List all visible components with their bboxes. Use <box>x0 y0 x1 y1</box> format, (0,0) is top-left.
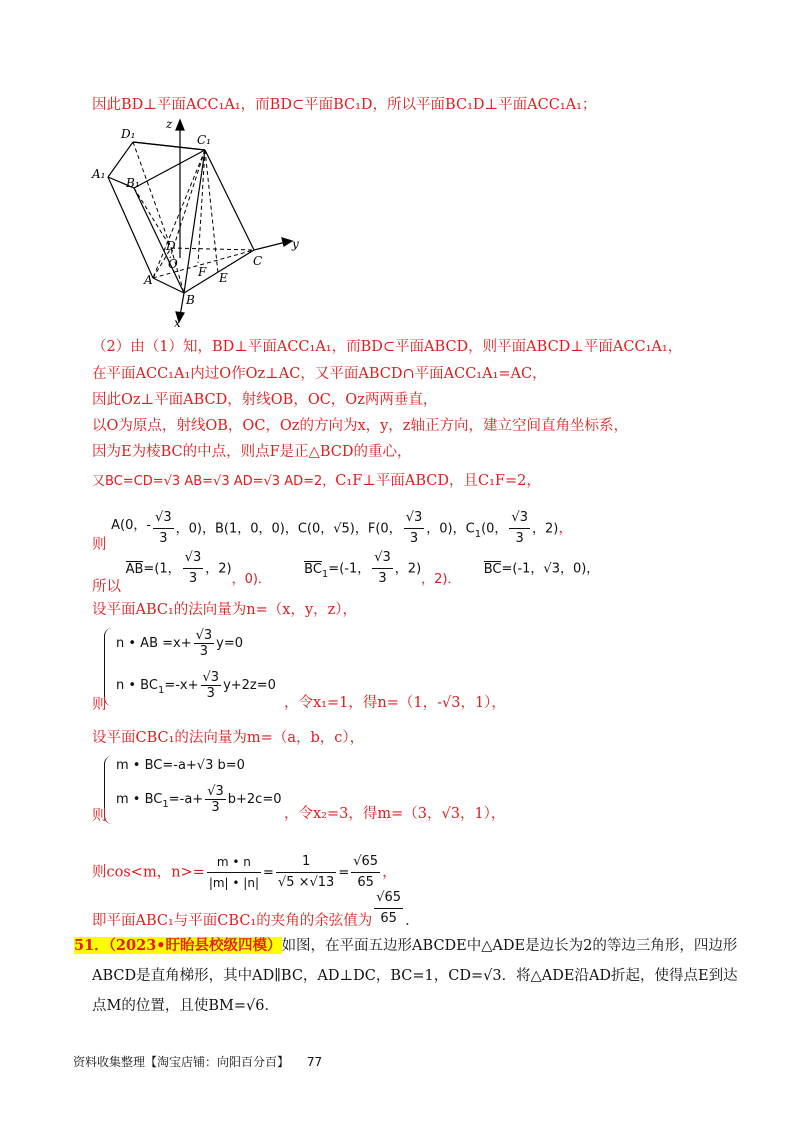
text-line: ，令x₁=1，得n=（1，-√3，1）， <box>284 695 506 711</box>
edge-c1-e <box>205 150 218 273</box>
vec-text: ，0)． <box>231 571 271 587</box>
edge-a1-a <box>108 177 153 278</box>
text-line: ，令x₂=3，得m=（3，√3，1）， <box>284 806 506 822</box>
label-b1: B₁ <box>126 176 140 190</box>
fraction: $\frac{√3}{3}$ <box>184 550 202 586</box>
fraction: $\frac{√3}{3}$ <box>374 550 391 586</box>
subscript: 1 <box>474 528 482 540</box>
label-z: z <box>166 118 173 131</box>
vec-text: ，2) <box>394 561 422 577</box>
label-d: D <box>166 239 176 253</box>
fraction: $\frac{1}{√5 \times√13}$ <box>277 854 335 890</box>
footer-text: 资料收集整理【淘宝店铺：向阳百分百】 <box>73 1055 290 1069</box>
label-x: x <box>174 316 181 328</box>
edge-a1-d1 <box>108 142 133 177</box>
fraction: $\frac{√65}{65}$ <box>353 854 379 890</box>
lengths: 又BC=CD=√3 AB=√3 AD=√3 AD=2， <box>92 474 336 489</box>
text-line: （2）由（1）知，BD⊥平面ACC₁A₁，而BD⊂平面ABCD，则平面ABCD⊥平面ACC₁A₁， <box>92 339 683 355</box>
text-line: 因此Oz⊥平面ABCD，射线OB，OC，Oz两两垂直， <box>92 392 438 408</box>
vector-ab: AB <box>125 561 144 577</box>
text-line: 在平面ACC₁A₁内过O作Oz⊥AC，又平面ABCD∩平面ACC₁A₁=AC， <box>92 366 547 382</box>
coord-text: A(0，- <box>111 517 152 533</box>
footer <box>73 1053 322 1070</box>
text-line: 以O为原点，射线OB，OC，Oz的方向为x，y，z轴正方向，建立空间直角坐标系， <box>92 418 628 434</box>
conclusion-line: 即平面ABC₁与平面CBC₁的夹角的余弦值为 $\frac{√65}{65}$ ． <box>92 890 420 929</box>
suoyi-label: 所以 <box>92 578 121 595</box>
problem-51-line2: ABCD是直角梯形，其中AD∥BC，AD⊥DC，BC=1，CD=√3．将△ADE沿AD折起，使得点E到达 <box>92 968 738 984</box>
problem-tag: 51．（2023•盱眙县校级四模） <box>74 937 282 954</box>
coord-text: (0， <box>481 521 508 537</box>
vec-text: =(-1，√3，0)， <box>501 561 600 577</box>
problem-51-line3: 点M的位置，且使BM=√6． <box>92 998 279 1014</box>
label-d1: D₁ <box>121 127 136 141</box>
label-o: O <box>168 257 178 271</box>
text-line: 因为E为棱BC的中点，则点F是正△BCD的重心， <box>92 444 412 460</box>
y-axis <box>254 242 286 250</box>
fraction: $\frac{√3}{3}$ <box>202 670 220 701</box>
prism-figure <box>88 118 318 328</box>
eq-row: m • $BC_1=-a+$ $\frac{√3}{3}$ b+2c=0 <box>116 784 282 815</box>
coords-line <box>92 508 573 553</box>
text-line <box>92 471 541 492</box>
edge-c1-c <box>205 150 254 250</box>
fraction: $\frac{m • n}{|m| • |n|}$ <box>207 852 261 893</box>
eq-row: m • BC=-a+√3 b=0 <box>116 758 245 773</box>
vec-text: =(-1， <box>328 561 371 577</box>
coord-text: ，0)，C <box>426 521 475 537</box>
edge-d-c <box>171 248 254 250</box>
label-a1: A₁ <box>92 167 106 181</box>
fraction: $\frac{√3}{3}$ <box>195 628 213 659</box>
coord-text: ，2) <box>531 521 559 537</box>
vec-text: =(1， <box>143 561 181 577</box>
text-line: 设平面CBC₁的法向量为m=（a，b，c）， <box>92 730 365 746</box>
edge-a-b <box>153 278 184 293</box>
ze-label: 则 <box>92 536 107 553</box>
vec-text: ，2)． <box>421 571 461 587</box>
text-line: 因此BD⊥平面ACC₁A₁，而BD⊂平面BC₁D，所以平面BC₁D⊥平面ACC₁A₁； <box>92 97 597 113</box>
ze-label: 则 <box>92 808 107 824</box>
subscript: 1 <box>321 568 329 580</box>
fraction: $\frac{√3}{3}$ <box>207 784 224 815</box>
coord-text: ，0)，B(1，0，0)，C(0，√5)，F(0， <box>175 521 402 537</box>
label-y: y <box>292 237 299 251</box>
label-f: F <box>198 265 207 279</box>
edge-c1-a <box>153 150 205 278</box>
edge-b1-b <box>134 188 184 293</box>
ze-label: 则 <box>92 697 107 713</box>
label-a: A <box>144 273 153 287</box>
vectors-line <box>92 548 600 595</box>
vector-bc: BC <box>483 561 502 577</box>
cos-prefix: 则cos<m，n>= <box>92 864 205 881</box>
edge-b1-c1 <box>134 150 205 188</box>
label-b: B <box>186 293 195 307</box>
label-e: E <box>219 271 228 285</box>
eq-row: n • $BC_1=-x+$ $\frac{√3}{3}$ y+2z=0 <box>116 670 276 701</box>
separator: ， <box>558 520 573 537</box>
page-number: 77 <box>306 1055 323 1069</box>
text-line: 设平面ABC₁的法向量为n=（x，y，z）， <box>92 602 358 618</box>
fraction: $\frac{√3}{3}$ <box>155 510 172 546</box>
label-c: C <box>253 254 263 268</box>
problem-51-line1: 51．（2023•盱眙县校级四模）如图，在平面五边形ABCDE中△ADE是边长为2的等边三角形，四边形 <box>74 937 738 954</box>
eq-row: n • AB =x+ $\frac{√3}{3}$ y=0 <box>116 628 244 659</box>
c1f-text: C₁F⊥平面ABCD，且C₁F=2， <box>335 473 541 489</box>
label-c1: C₁ <box>197 133 211 147</box>
vector-bc1: BC <box>304 561 322 577</box>
fraction: $\frac{√3}{3}$ <box>405 510 423 546</box>
fraction: $\frac{√65}{65}$ <box>376 890 402 926</box>
fraction: $\frac{√3}{3}$ <box>511 510 528 546</box>
cos-line: 则cos<m，n>= $\frac{m • n}{|m| • |n|}$ = $\frac{1}{√5 \times√13}$ = $\frac{√65}{65}$ ， <box>92 852 397 893</box>
vec-text: ，2) <box>205 561 232 577</box>
